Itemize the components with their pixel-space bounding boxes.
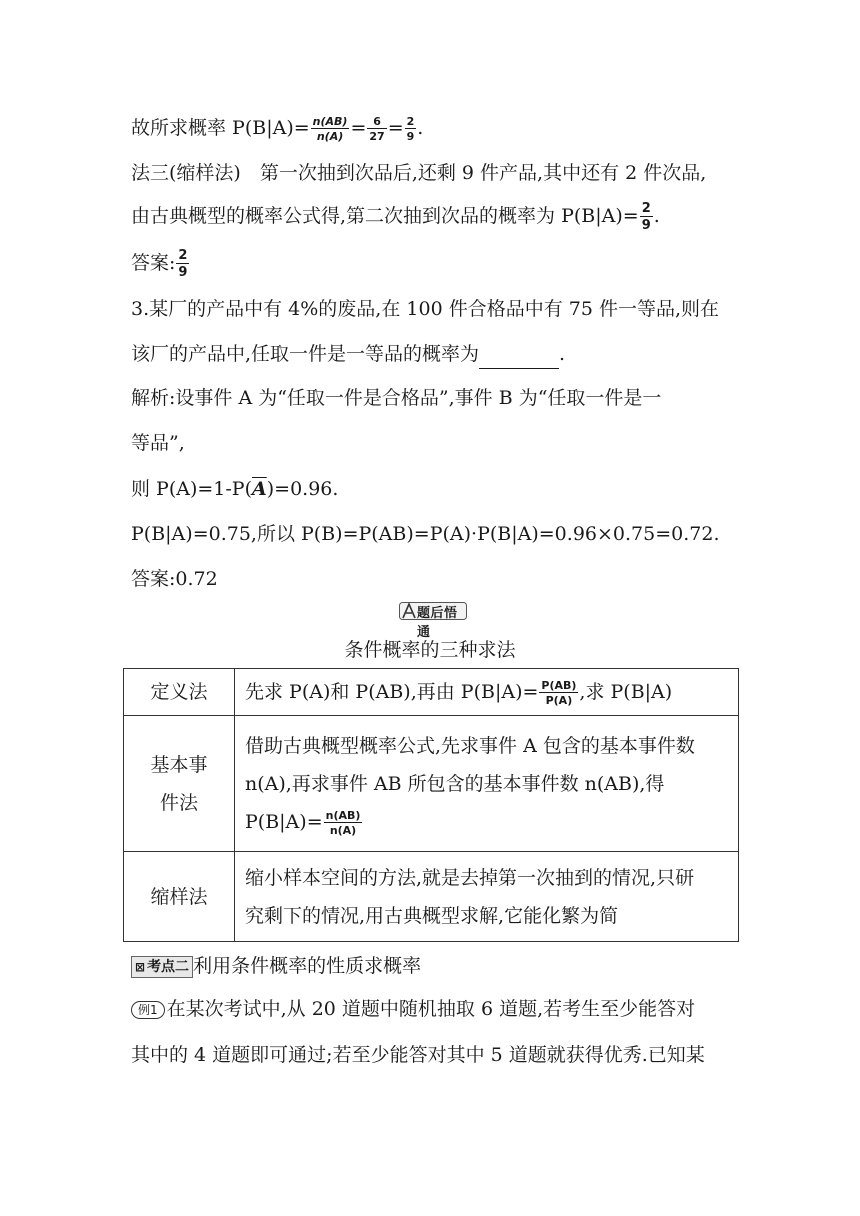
fraction-6-over-27: $\frac{6}{27}$ (369, 115, 385, 143)
example-tag: 例1 (131, 1001, 165, 1019)
fraction-n-ab-over-n-a: $\frac{n(AB)}{n(A)}$ (312, 115, 348, 143)
method-name: 缩样法 (124, 852, 235, 942)
fraction-2-over-9: $\frac{2}{9}$ (406, 115, 415, 143)
example-1-line-1: 例1 在某次考试中,从 20 道题中随机抽取 6 道题,若考生至少能答对 (131, 994, 695, 1024)
post-question-insight-banner (399, 601, 467, 640)
probability-b-line: P(B|A)=0.75,所以 P(B)=P(AB)=P(A)·P(B|A)=0.96×0.75=0.72. (131, 523, 720, 545)
fraction-2-over-9: $\frac{2}{9}$ (641, 201, 651, 233)
method-name: 基本事 件法 (124, 716, 235, 852)
complement-a: $\overline{A}$ (252, 478, 267, 500)
key-point-tag: ⊠ 考点二 (131, 956, 193, 978)
method-description: 先求 P(A)和 P(AB),再由 P(B|A)= $\frac{P(AB)}{P(A)}$ ,求 P(B|A) (235, 669, 739, 716)
method-three-result: 由古典概型的概率公式得,第二次抽到次品的概率为 P(B|A)= $\frac{2}{9}$ . (131, 201, 660, 233)
probability-a-line: 则 $P(A)=1-P(\overline{A})=0.96$. (131, 478, 339, 500)
solution-line-final-probability: 故所求概率 P(B|A)= $\frac{n(AB)}{n(A)}$ = $\frac{6}{27}$ = $\frac{2}{9}$ . (131, 115, 424, 143)
fraction-n-ab-over-n-a: $\frac{n(AB)}{n(A)}$ (325, 808, 361, 837)
method-description: 借助古典概型概率公式,先求事件 A 包含的基本事件数 n(A),再求事件 AB 所包含的基本事件数 n(AB),得 P(B|A)= $\frac{n(AB)}{n(A)}$ (235, 716, 739, 852)
cross-icon: ⊠ (135, 960, 146, 974)
table-row (124, 716, 739, 852)
question-3-line-1: 3.某厂的产品中有 4%的废品,在 100 件合格品中有 75 件一等品,则在 (131, 298, 719, 320)
fraction-2-over-9: $\frac{2}{9}$ (178, 248, 188, 280)
answer-blank (479, 350, 559, 369)
analysis-line-1: 解析:设事件 A 为“任取一件是合格品”,事件 B 为“任取一件是一 (131, 387, 662, 409)
table-row (124, 852, 739, 942)
banner-label: 题后悟通 (417, 606, 458, 640)
key-point-heading: ⊠ 考点二 利用条件概率的性质求概率 (131, 951, 421, 981)
answer-two-ninths: 答案: $\frac{2}{9}$ (131, 248, 188, 280)
method-three-intro: 法三(缩样法) 第一次抽到次品后,还剩 9 件产品,其中还有 2 件次品, (131, 162, 707, 184)
answer-072: 答案:0.72 (131, 568, 218, 590)
analysis-line-2: 等品”, (131, 432, 185, 454)
method-description: 缩小样本空间的方法,就是去掉第一次抽到的情况,只研 究剩下的情况,用古典概型求解,它能化繁为简 (235, 852, 739, 942)
methods-table (123, 668, 739, 942)
section-title: 条件概率的三种求法 (344, 639, 516, 661)
method-name: 定义法 (124, 669, 235, 716)
table-row (124, 669, 739, 716)
example-1-line-2: 其中的 4 道题即可通过;若至少能答对其中 5 道题就获得优秀.已知某 (131, 1044, 705, 1066)
fraction-p-ab-over-p-a: $\frac{P(AB)}{P(A)}$ (541, 679, 577, 707)
question-3-line-2: 该厂的产品中,任取一件是一等品的概率为 . (131, 339, 565, 369)
